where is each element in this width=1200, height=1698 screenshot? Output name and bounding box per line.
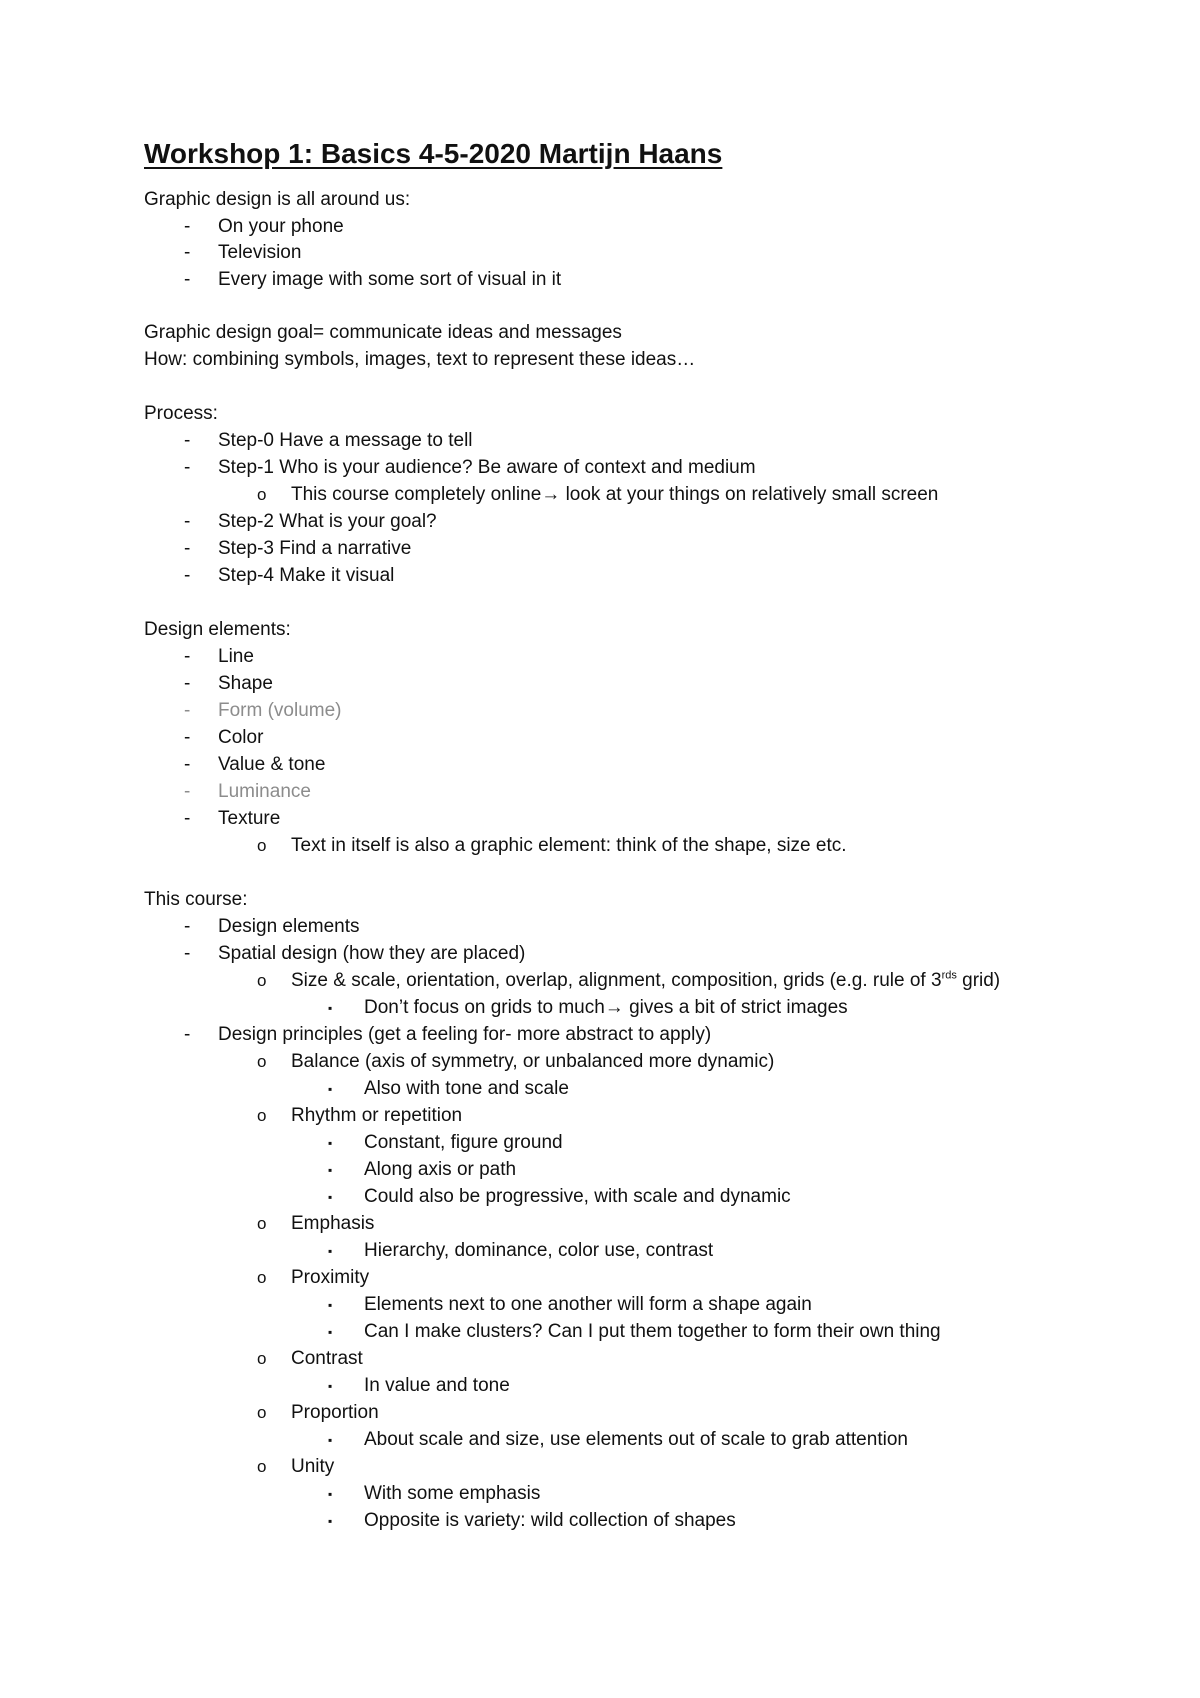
list-item: o Proportion [257,1402,379,1423]
list-item: o Emphasis [257,1213,375,1234]
list-item: - Design principles (get a feeling for- more abstract to apply) [184,1024,712,1045]
goal-text: Graphic design goal= communicate ideas and messages [144,322,622,343]
list-item: ▪ Could also be progressive, with scale and dynamic [328,1186,791,1207]
list-item: - Step-2 What is your goal? [184,511,437,532]
elements-heading: Design elements: [144,619,291,640]
list-item: - On your phone [184,216,344,237]
list-item: ▪ Along axis or path [328,1159,517,1180]
list-item: ▪ About scale and size, use elements out of scale to grab attention [328,1429,908,1450]
intro-heading: Graphic design is all around us: [144,189,411,210]
how-text: How: combining symbols, images, text to represent these ideas… [144,349,696,370]
process-heading: Process: [144,403,218,424]
list-item-faded: - Form (volume) [184,700,342,721]
list-item: - Shape [184,673,273,694]
course-heading: This course: [144,889,248,910]
list-item: o Size & scale, orientation, overlap, alignment, composition, grids (e.g. rule of $3^{rds}$ grid) [257,969,1001,991]
list-item: - Line [184,646,254,667]
list-item: - Spatial design (how they are placed) [184,943,526,964]
list-item: ▪ In value and tone [328,1375,510,1396]
list-item: - Television [184,242,302,263]
list-item: ▪ Elements next to one another will form a shape again [328,1294,812,1315]
list-item: - Color [184,727,264,748]
list-item: o This course completely online→ look at your things on relatively small screen [257,484,939,505]
list-item: o Contrast [257,1348,363,1369]
list-item: ▪ Don’t focus on grids to much→ gives a bit of strict images [328,997,848,1018]
list-item: o Rhythm or repetition [257,1105,463,1126]
page-title: Workshop 1: Basics 4-5-2020 Martijn Haans [144,138,723,169]
dash-marker: - [184,242,191,263]
list-item: - Design elements [184,916,360,937]
list-item: - Texture [184,808,281,829]
list-item: - Value & tone [184,754,326,775]
list-item: - Step-3 Find a narrative [184,538,412,559]
list-item: ▪ Hierarchy, dominance, color use, contrast [328,1240,714,1261]
dash-marker: - [184,269,191,290]
list-item: o Balance (axis of symmetry, or unbalanced more dynamic) [257,1051,775,1072]
list-item: - Step-0 Have a message to tell [184,430,473,451]
list-item: ▪ Also with tone and scale [328,1078,569,1099]
list-item: - Every image with some sort of visual in it [184,269,562,290]
list-item: ▪ Can I make clusters? Can I put them together to form their own thing [328,1321,941,1342]
list-item: o Unity [257,1456,335,1477]
list-item: - Step-1 Who is your audience? Be aware of context and medium [184,457,756,478]
list-item: ▪ Constant, figure ground [328,1132,563,1153]
list-item: - Step-4 Make it visual [184,565,395,586]
list-item: o Text in itself is also a graphic element: think of the shape, size etc. [257,835,847,856]
list-item: ▪ Opposite is variety: wild collection of shapes [328,1510,736,1531]
dash-marker: - [184,216,191,237]
list-item: ▪ With some emphasis [328,1483,541,1504]
list-item: o Proximity [257,1267,370,1288]
list-item-faded: - Luminance [184,781,311,802]
